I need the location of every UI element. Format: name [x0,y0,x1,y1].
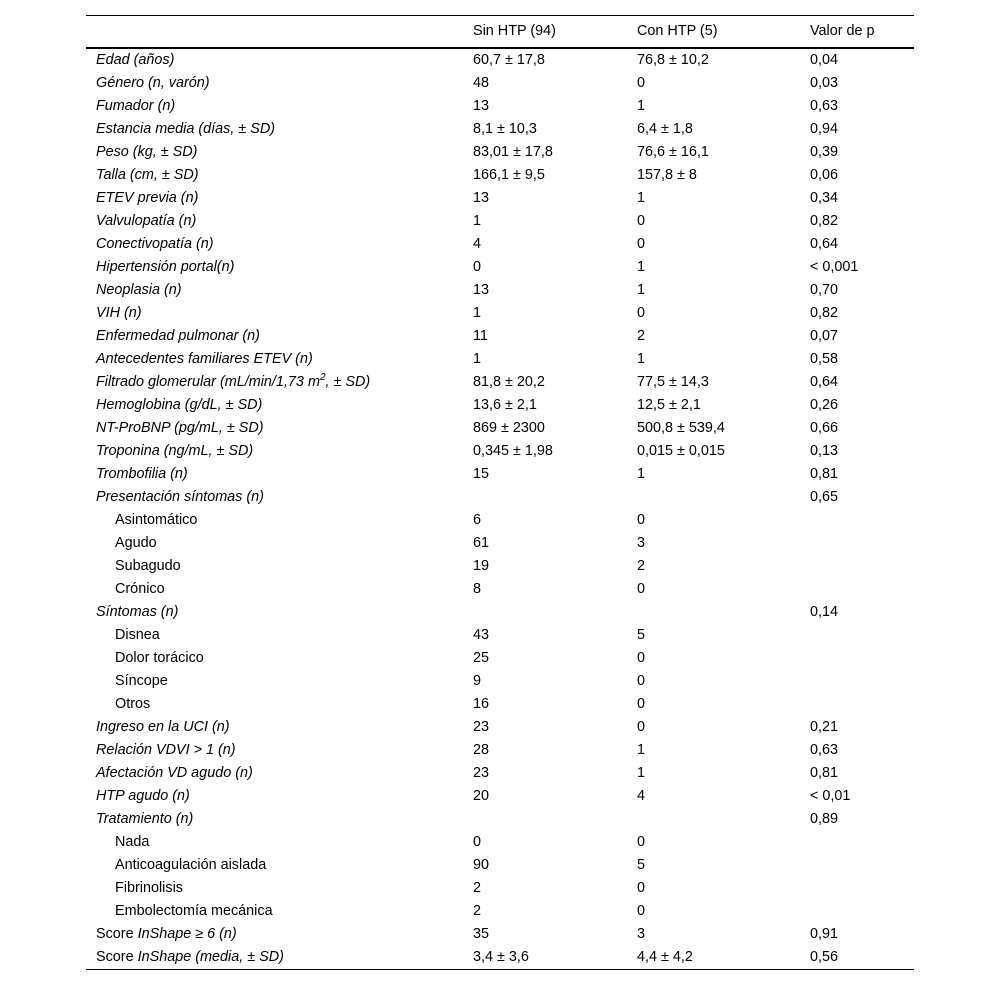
row-label: Troponina (ng/mL, ± SD) [96,442,254,459]
row-label: Antecedentes familiares ETEV (n) [96,350,313,367]
cell-con-htp: 1 [637,465,646,482]
cell-p-value: 0,94 [810,120,839,137]
cell-sin-htp: 6 [473,511,482,528]
cell-con-htp: 5 [637,856,646,873]
cell-con-htp: 0 [637,580,646,597]
cell-sin-htp: 3,4 ± 3,6 [463,946,627,970]
cell-sin-htp: 15 [473,465,490,482]
cell-sin-htp: 1 [473,304,482,321]
row-label: Síncope [115,672,168,689]
row-label: Género (n, varón) [96,74,210,91]
row-label: Hemoglobina (g/dL, ± SD) [96,396,263,413]
cell-con-htp: 3 [637,925,646,942]
cell-con-htp: 2 [637,327,646,344]
cell-p-value: 0,81 [810,465,839,482]
row-label-suffix: , ± SD) [325,373,371,390]
row-label: Embolectomía mecánica [115,902,273,919]
table-row [86,348,914,371]
row-label: Síntomas (n) [96,603,179,620]
cell-sin-htp: 23 [473,718,490,735]
cell-p-value: 0,04 [810,51,839,68]
row-label-italic: InShape [137,948,192,965]
cell-sin-htp: 19 [473,557,490,574]
row-label: Trombofilia (n) [96,465,188,482]
cell-con-htp: 0 [637,902,646,919]
row-label: Estancia media (días, ± SD) [96,120,276,137]
cell-con-htp [627,486,800,509]
cell-p-value [800,578,914,601]
table-row [86,95,914,118]
cell-con-htp: 0 [637,212,646,229]
cell-sin-htp: 2 [473,879,482,896]
cell-con-htp: 0 [637,833,646,850]
row-label: ETEV previa (n) [96,189,199,206]
cell-p-value: 0,21 [810,718,839,735]
cell-con-htp: 4 [637,787,646,804]
cell-sin-htp: 8 [473,580,482,597]
header-sin-htp: Sin HTP (94) [463,16,627,48]
table-row [86,578,914,601]
row-label: Enfermedad pulmonar (n) [96,327,260,344]
table-row [86,624,914,647]
cell-sin-htp [463,808,627,831]
cell-p-value: 0,63 [810,97,839,114]
cell-sin-htp: 81,8 ± 20,2 [473,373,545,390]
row-label [86,371,463,394]
cell-con-htp: 0 [637,304,646,321]
cell-con-htp: 1 [637,764,646,781]
table-row [86,48,914,72]
table-row [86,118,914,141]
cell-p-value [800,693,914,716]
table-row [86,693,914,716]
cell-p-value: 0,58 [810,350,839,367]
header-p-value: Valor de p [800,16,914,48]
cell-con-htp: 1 [637,741,646,758]
cell-p-value [800,854,914,877]
table-row [86,164,914,187]
table-row [86,463,914,486]
row-label-prefix: Score [96,925,138,942]
table-row [86,256,914,279]
row-label: Dolor torácico [115,649,204,666]
cell-sin-htp: 16 [473,695,490,712]
cell-con-htp: 0 [637,718,646,735]
table-row [86,808,914,831]
cell-con-htp: 2 [637,557,646,574]
table-row [86,739,914,762]
cell-con-htp: 0 [637,879,646,896]
comparison-table [86,15,914,970]
cell-con-htp: 1 [637,189,646,206]
table-row [86,302,914,325]
cell-p-value: 0,39 [810,143,839,160]
row-label: NT-ProBNP (pg/mL, ± SD) [96,419,264,436]
cell-p-value: 0,64 [810,373,839,390]
cell-con-htp [627,808,800,831]
row-label: Presentación síntomas (n) [96,488,264,505]
cell-p-value: 0,26 [810,396,839,413]
table-row [86,486,914,509]
cell-sin-htp: 2 [473,902,482,919]
row-label: Neoplasia (n) [96,281,182,298]
table-row [86,532,914,555]
cell-sin-htp: 13 [473,97,490,114]
table-row [86,72,914,95]
cell-sin-htp: 13 [473,189,490,206]
table-row [86,670,914,693]
cell-p-value: < 0,01 [810,787,851,804]
cell-con-htp: 0 [637,695,646,712]
row-label: Conectivopatía (n) [96,235,214,252]
table-row [86,394,914,417]
cell-sin-htp: 83,01 ± 17,8 [473,143,553,160]
cell-con-htp: 500,8 ± 539,4 [637,419,725,436]
cell-p-value: 0,89 [810,810,839,827]
cell-con-htp: 0,015 ± 0,015 [637,442,725,459]
table-row [86,187,914,210]
table-row [86,900,914,923]
cell-sin-htp: 35 [473,925,490,942]
row-label-suffix: (media, ± SD) [191,948,284,965]
cell-p-value [800,532,914,555]
cell-p-value: 0,91 [810,925,839,942]
table-row [86,854,914,877]
row-label-superscript: 2 [319,371,326,383]
cell-sin-htp: 23 [473,764,490,781]
cell-sin-htp: 4 [473,235,482,252]
cell-con-htp: 0 [637,649,646,666]
cell-p-value [800,900,914,923]
cell-con-htp: 5 [637,626,646,643]
cell-p-value: 0,63 [810,741,839,758]
cell-p-value: 0,13 [810,442,839,459]
cell-con-htp: 77,5 ± 14,3 [637,373,709,390]
cell-p-value: 0,82 [810,212,839,229]
cell-con-htp: 12,5 ± 2,1 [637,396,701,413]
cell-p-value [800,647,914,670]
cell-sin-htp: 1 [473,350,482,367]
cell-sin-htp: 61 [473,534,490,551]
data-table-container [86,15,914,970]
cell-sin-htp: 11 [473,327,488,344]
table-row [86,647,914,670]
table-row [86,440,914,463]
cell-sin-htp: 0 [473,258,482,275]
row-label [86,946,463,970]
row-label: Otros [115,695,151,712]
cell-sin-htp: 869 ± 2300 [473,419,545,436]
table-row [86,716,914,739]
row-label: Ingreso en la UCI (n) [96,718,230,735]
row-label: Nada [115,833,150,850]
cell-con-htp: 0 [637,74,646,91]
row-label: Crónico [115,580,165,597]
cell-con-htp: 6,4 ± 1,8 [637,120,693,137]
cell-con-htp: 0 [637,672,646,689]
table-header-row [86,16,914,48]
row-label [86,923,463,946]
cell-sin-htp: 43 [473,626,490,643]
cell-p-value: 0,56 [800,946,914,970]
cell-con-htp: 76,8 ± 10,2 [637,51,709,68]
table-row [86,785,914,808]
row-label: Subagudo [115,557,181,574]
table-row [86,509,914,532]
cell-sin-htp: 25 [473,649,490,666]
row-label: Fumador (n) [96,97,176,114]
cell-sin-htp: 60,7 ± 17,8 [473,51,545,68]
cell-con-htp: 1 [637,281,646,298]
table-row [86,279,914,302]
cell-sin-htp: 13 [473,281,490,298]
cell-sin-htp: 0 [473,833,482,850]
cell-sin-htp: 90 [473,856,490,873]
row-label: Relación VDVI > 1 (n) [96,741,236,758]
cell-p-value: 0,07 [810,327,839,344]
cell-p-value: 0,14 [810,603,839,620]
cell-p-value [800,555,914,578]
row-label-italic: InShape [137,925,192,942]
row-label: Asintomático [115,511,198,528]
row-label: Disnea [115,626,160,643]
table-row [86,233,914,256]
cell-p-value: 0,70 [810,281,839,298]
table-row [86,325,914,348]
row-label-prefix: Score [96,948,138,965]
table-row [86,601,914,624]
table-row [86,946,914,970]
cell-con-htp: 0 [637,511,646,528]
cell-sin-htp: 1 [473,212,482,229]
cell-sin-htp [463,486,627,509]
row-label: Edad (años) [96,51,175,68]
table-row [86,141,914,164]
row-label: Agudo [115,534,157,551]
row-label: Tratamiento (n) [96,810,194,827]
cell-sin-htp: 8,1 ± 10,3 [473,120,537,137]
header-con-htp: Con HTP (5) [627,16,800,48]
table-row [86,923,914,946]
cell-con-htp: 4,4 ± 4,2 [627,946,800,970]
row-label: Valvulopatía (n) [96,212,197,229]
cell-con-htp: 1 [637,258,646,275]
table-row [86,555,914,578]
cell-p-value: < 0,001 [810,258,859,275]
cell-sin-htp: 28 [473,741,490,758]
cell-p-value: 0,34 [810,189,839,206]
table-row [86,831,914,854]
cell-p-value [800,670,914,693]
cell-p-value: 0,66 [810,419,839,436]
cell-con-htp: 1 [637,350,646,367]
cell-p-value: 0,81 [810,764,839,781]
cell-sin-htp: 13,6 ± 2,1 [473,396,537,413]
cell-p-value: 0,06 [810,166,839,183]
row-label-main: Filtrado glomerular (mL/min/1,73 m [96,373,320,390]
cell-p-value: 0,64 [810,235,839,252]
cell-con-htp [627,601,800,624]
cell-sin-htp: 166,1 ± 9,5 [473,166,545,183]
cell-sin-htp: 9 [473,672,482,689]
header-variable [86,16,463,48]
cell-con-htp: 0 [637,235,646,252]
row-label: VIH (n) [96,304,142,321]
row-label: Fibrinolisis [115,879,183,896]
cell-con-htp: 1 [637,97,646,114]
cell-con-htp: 3 [637,534,646,551]
table-row [86,210,914,233]
cell-p-value: 0,82 [810,304,839,321]
row-label-suffix: ≥ 6 (n) [191,925,237,942]
row-label: HTP agudo (n) [96,787,190,804]
cell-sin-htp: 0,345 ± 1,98 [473,442,553,459]
table-row [86,371,914,394]
cell-p-value [800,877,914,900]
cell-con-htp: 157,8 ± 8 [637,166,697,183]
cell-p-value: 0,03 [810,74,839,91]
cell-con-htp: 76,6 ± 16,1 [637,143,709,160]
table-row [86,417,914,440]
cell-sin-htp [463,601,627,624]
row-label: Peso (kg, ± SD) [96,143,198,160]
row-label: Afectación VD agudo (n) [96,764,253,781]
cell-p-value [800,509,914,532]
row-label: Talla (cm, ± SD) [96,166,199,183]
cell-p-value: 0,65 [810,488,839,505]
row-label: Hipertensión portal(n) [96,258,235,275]
cell-p-value [800,831,914,854]
table-row [86,762,914,785]
row-label: Anticoagulación aislada [115,856,267,873]
cell-sin-htp: 48 [473,74,490,91]
table-row [86,877,914,900]
cell-p-value [800,624,914,647]
cell-sin-htp: 20 [473,787,490,804]
